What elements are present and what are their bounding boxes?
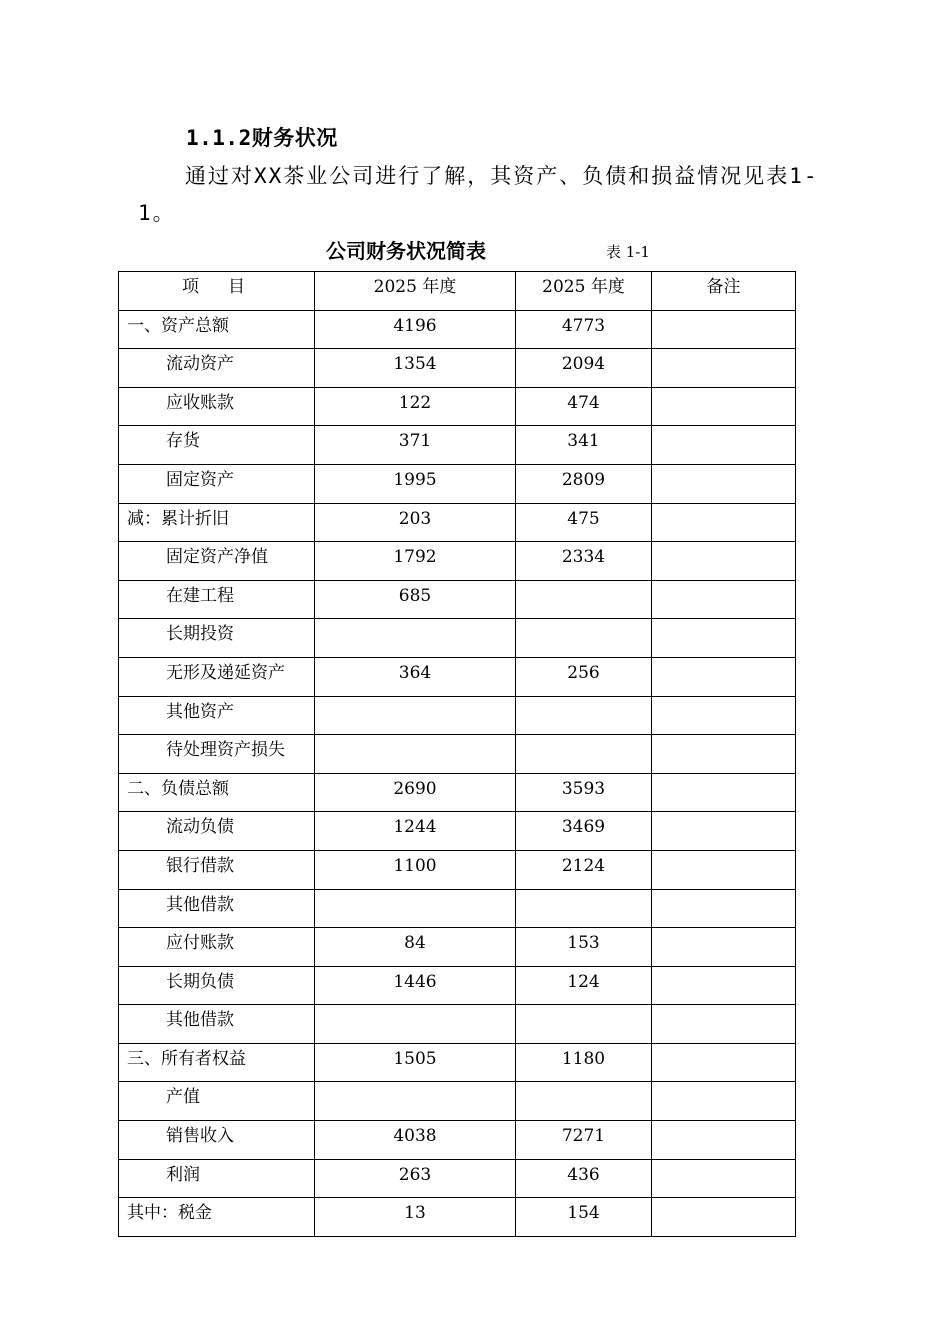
cell-year-a: 364 (315, 657, 516, 696)
cell-note (652, 812, 796, 851)
cell-year-a: 1792 (315, 542, 516, 581)
cell-note (652, 503, 796, 542)
cell-year-b: 2334 (516, 542, 652, 581)
table-row (119, 542, 796, 581)
cell-item: 流动资产 (119, 349, 315, 388)
cell-item: 在建工程 (119, 580, 315, 619)
cell-year-a: 4038 (315, 1121, 516, 1160)
table-row (119, 812, 796, 851)
table-caption: 公司财务状况简表 (326, 239, 486, 263)
cell-item: 产值 (119, 1082, 315, 1121)
cell-year-b: 1180 (516, 1043, 652, 1082)
cell-note (652, 619, 796, 658)
cell-year-a: 263 (315, 1159, 516, 1198)
table-row (119, 1159, 796, 1198)
cell-note (652, 657, 796, 696)
cell-year-b (516, 619, 652, 658)
cell-year-a: 685 (315, 580, 516, 619)
cell-item: 待处理资产损失 (119, 735, 315, 774)
cell-year-b: 2094 (516, 349, 652, 388)
cell-year-b: 474 (516, 387, 652, 426)
table-row (119, 426, 796, 465)
table-row (119, 966, 796, 1005)
cell-year-b: 2809 (516, 464, 652, 503)
cell-note (652, 1043, 796, 1082)
table-row (119, 657, 796, 696)
section-heading: 1.1.2财务状况 (186, 126, 338, 150)
cell-note (652, 387, 796, 426)
cell-item: 存货 (119, 426, 315, 465)
cell-item: 一、资产总额 (119, 310, 315, 349)
cell-item: 固定资产净值 (119, 542, 315, 581)
cell-year-a (315, 1082, 516, 1121)
cell-item: 应付账款 (119, 928, 315, 967)
cell-year-a: 4196 (315, 310, 516, 349)
cell-item: 长期负债 (119, 966, 315, 1005)
cell-note (652, 928, 796, 967)
cell-year-b: 2124 (516, 850, 652, 889)
table-row (119, 889, 796, 928)
cell-item: 二、负债总额 (119, 773, 315, 812)
cell-year-a: 84 (315, 928, 516, 967)
financial-table (118, 271, 796, 1237)
cell-year-b: 124 (516, 966, 652, 1005)
header-year-b: 2025 年度 (516, 272, 652, 311)
cell-year-b (516, 696, 652, 735)
table-row (119, 735, 796, 774)
cell-note (652, 1082, 796, 1121)
table-row (119, 349, 796, 388)
cell-note (652, 426, 796, 465)
cell-note (652, 966, 796, 1005)
cell-item: 银行借款 (119, 850, 315, 889)
cell-year-a (315, 1005, 516, 1044)
cell-year-b: 7271 (516, 1121, 652, 1160)
cell-year-b: 256 (516, 657, 652, 696)
cell-year-a: 122 (315, 387, 516, 426)
cell-item: 其他借款 (119, 1005, 315, 1044)
cell-year-a: 371 (315, 426, 516, 465)
cell-item: 长期投资 (119, 619, 315, 658)
cell-year-a: 13 (315, 1198, 516, 1237)
cell-item: 固定资产 (119, 464, 315, 503)
table-number: 表 1-1 (606, 243, 650, 261)
cell-note (652, 735, 796, 774)
table-row (119, 928, 796, 967)
cell-note (652, 1005, 796, 1044)
cell-item: 销售收入 (119, 1121, 315, 1160)
table-row (119, 619, 796, 658)
cell-year-a: 1100 (315, 850, 516, 889)
cell-year-b: 475 (516, 503, 652, 542)
table-row (119, 387, 796, 426)
cell-year-b: 3469 (516, 812, 652, 851)
table-row (119, 1043, 796, 1082)
cell-item: 无形及递延资产 (119, 657, 315, 696)
cell-year-b (516, 735, 652, 774)
cell-item: 减：累计折旧 (119, 503, 315, 542)
cell-item: 应收账款 (119, 387, 315, 426)
cell-year-b (516, 580, 652, 619)
table-body (119, 310, 796, 1236)
cell-year-a: 1446 (315, 966, 516, 1005)
table-row (119, 1198, 796, 1237)
cell-note (652, 349, 796, 388)
cell-note (652, 580, 796, 619)
cell-year-a (315, 735, 516, 774)
cell-note (652, 464, 796, 503)
table-row (119, 503, 796, 542)
cell-item: 其他借款 (119, 889, 315, 928)
cell-item: 其中：税金 (119, 1198, 315, 1237)
cell-year-a: 1505 (315, 1043, 516, 1082)
cell-year-b: 436 (516, 1159, 652, 1198)
cell-year-a: 203 (315, 503, 516, 542)
header-year-a: 2025 年度 (315, 272, 516, 311)
cell-year-b (516, 889, 652, 928)
cell-item: 其他资产 (119, 696, 315, 735)
table-row (119, 310, 796, 349)
table-header-row (119, 272, 796, 311)
table-row (119, 850, 796, 889)
header-item: 项 目 (119, 272, 315, 311)
cell-year-a (315, 889, 516, 928)
cell-note (652, 773, 796, 812)
cell-year-a (315, 619, 516, 658)
cell-note (652, 696, 796, 735)
intro-paragraph: 通过对XX茶业公司进行了解，其资产、负债和损益情况见表1-1。 (138, 164, 819, 225)
cell-year-b: 153 (516, 928, 652, 967)
table-row (119, 580, 796, 619)
cell-note (652, 310, 796, 349)
cell-year-b: 154 (516, 1198, 652, 1237)
cell-year-a: 1995 (315, 464, 516, 503)
cell-year-a: 1354 (315, 349, 516, 388)
cell-note (652, 889, 796, 928)
table-row (119, 1005, 796, 1044)
cell-year-a: 1244 (315, 812, 516, 851)
cell-year-b (516, 1082, 652, 1121)
cell-year-b: 341 (516, 426, 652, 465)
cell-item: 三、所有者权益 (119, 1043, 315, 1082)
cell-year-a: 2690 (315, 773, 516, 812)
header-note: 备注 (652, 272, 796, 311)
cell-note (652, 542, 796, 581)
cell-item: 利润 (119, 1159, 315, 1198)
cell-item: 流动负债 (119, 812, 315, 851)
cell-note (652, 1198, 796, 1237)
cell-year-b: 4773 (516, 310, 652, 349)
table-row (119, 1121, 796, 1160)
cell-year-b: 3593 (516, 773, 652, 812)
cell-year-b (516, 1005, 652, 1044)
cell-note (652, 850, 796, 889)
table-row (119, 1082, 796, 1121)
cell-note (652, 1159, 796, 1198)
table-row (119, 696, 796, 735)
table-row (119, 464, 796, 503)
table-row (119, 773, 796, 812)
cell-year-a (315, 696, 516, 735)
cell-note (652, 1121, 796, 1160)
